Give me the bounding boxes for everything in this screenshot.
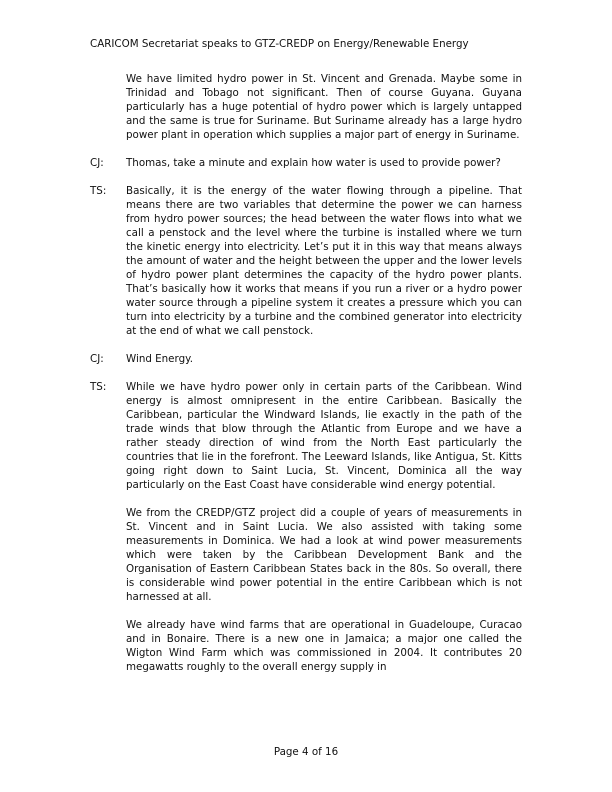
dialogue-text: While we have hydro power only in certain parts of the Caribbean. Wind energy is almost omnipresent in the entire Caribbean. Basically the Caribbean, particular the Windward Islands, lie exactly in the path of the trade winds that blow through the Atlantic from Europe and we have a rather steady direction of wind from the North East particularly the countries that lie in the forefront. The Leeward Islands, like Antigua, St. Kitts going right down to Saint Lucia, St. Vincent, Dominica all the way particularly on the East Coast have considerable wind energy potential.: [126, 381, 522, 491]
dialogue-entry: [90, 184, 522, 338]
paragraph-wind-measurements: We from the CREDP/GTZ project did a couple of years of measurements in St. Vincent and in Saint Lucia. We also assisted with taking some measurements in Dominica. We had a look at wind power measurements which were taken by the Caribbean Development Bank and the Organisation of Eastern Caribbean States back in the 80s. So overall, there is considerable wind power potential in the entire Caribbean which is not harnessed at all.: [126, 507, 522, 603]
dialogue-entry: [90, 156, 522, 170]
paragraph-wind-farms: We already have wind farms that are operational in Guadeloupe, Curacao and in Bonaire. There is a new one in Jamaica; a major one called the Wigton Wind Farm which was commissioned in 2004. It contributes 20 megawatts roughly to the overall energy supply in: [126, 619, 522, 673]
paragraph-hydro-overview: We have limited hydro power in St. Vincent and Grenada. Maybe some in Trinidad and Tobago not significant. Then of course Guyana. Guyana particularly has a huge potential of hydro power which is largely untapped and the same is true for Suriname. But Suriname already has a large hydro power plant in operation which supplies a major part of energy in Suriname.: [126, 73, 522, 141]
speaker-label: CJ:: [90, 353, 104, 365]
dialogue-text: Wind Energy.: [126, 353, 194, 365]
document-body: [90, 72, 522, 674]
dialogue-entry: [90, 352, 522, 366]
page-number: Page 4 of 16: [273, 746, 339, 758]
speaker-label: TS:: [90, 381, 107, 393]
speaker-label: TS:: [90, 185, 107, 197]
running-header: CARICOM Secretariat speaks to GTZ-CREDP on Energy/Renewable Energy: [90, 38, 469, 50]
dialogue-text: Thomas, take a minute and explain how water is used to provide power?: [126, 157, 501, 169]
speaker-label: CJ:: [90, 157, 104, 169]
dialogue-entry: [90, 380, 522, 492]
dialogue-text: Basically, it is the energy of the water flowing through a pipeline. That means there are two variables that determine the power we can harness from hydro power sources; the head between the water flows into what we call a penstock and the level where the turbine is installed where we turn the kinetic energy into electricity. Let’s put it in this way that means always the amount of water and the height between the upper and the lower levels of hydro power plant determines the capacity of the hydro power plants. That’s basically how it works that means if you run a river or a hydro power water source through a pipeline system it creates a pressure which you can turn into electricity by a turbine and the combined generator into electricity at the end of what we call penstock.: [126, 185, 522, 337]
